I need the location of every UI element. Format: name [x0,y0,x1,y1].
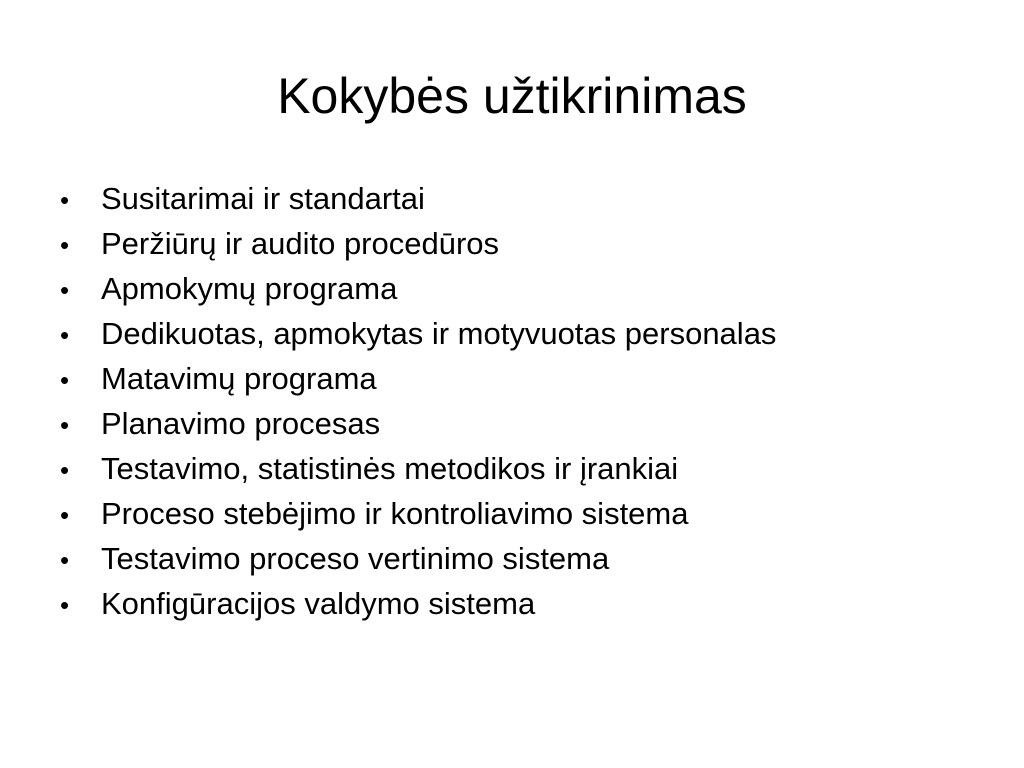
list-item-label: Dedikuotas, apmokytas ir motyvuotas personalas [101,316,777,351]
list-item-label: Susitarimai ir standartai [101,181,425,216]
list-item-label: Peržiūrų ir audito procedūros [101,226,500,261]
list-item [60,536,980,581]
list-item-label: Apmokymų programa [101,271,398,306]
list-item-label: Konfigūracijos valdymo sistema [101,586,536,621]
list-item [60,266,980,311]
list-item [60,221,980,266]
bullet-icon: • [60,500,70,530]
list-item-label: Testavimo, statistinės metodikos ir įrankiai [101,451,679,486]
list-item [60,311,980,356]
list-item [60,491,980,536]
bullet-icon: • [60,185,70,215]
bullet-icon: • [60,275,70,305]
list-item-label: Proceso stebėjimo ir kontroliavimo sistema [101,496,689,531]
list-item-label: Planavimo procesas [101,406,381,441]
list-item [60,581,980,626]
bullet-icon: • [60,545,70,575]
list-item [60,401,980,446]
bullet-icon: • [60,455,70,485]
list-item [60,446,980,491]
slide-title: Kokybės užtikrinimas [277,68,747,124]
list-item-label: Matavimų programa [101,361,377,396]
list-item-label: Testavimo proceso vertinimo sistema [101,541,610,576]
bullet-icon: • [60,590,70,620]
bullet-list [60,176,980,626]
list-item [60,176,980,221]
bullet-icon: • [60,365,70,395]
bullet-icon: • [60,320,70,350]
list-item [60,356,980,401]
bullet-icon: • [60,410,70,440]
bullet-icon: • [60,230,70,260]
